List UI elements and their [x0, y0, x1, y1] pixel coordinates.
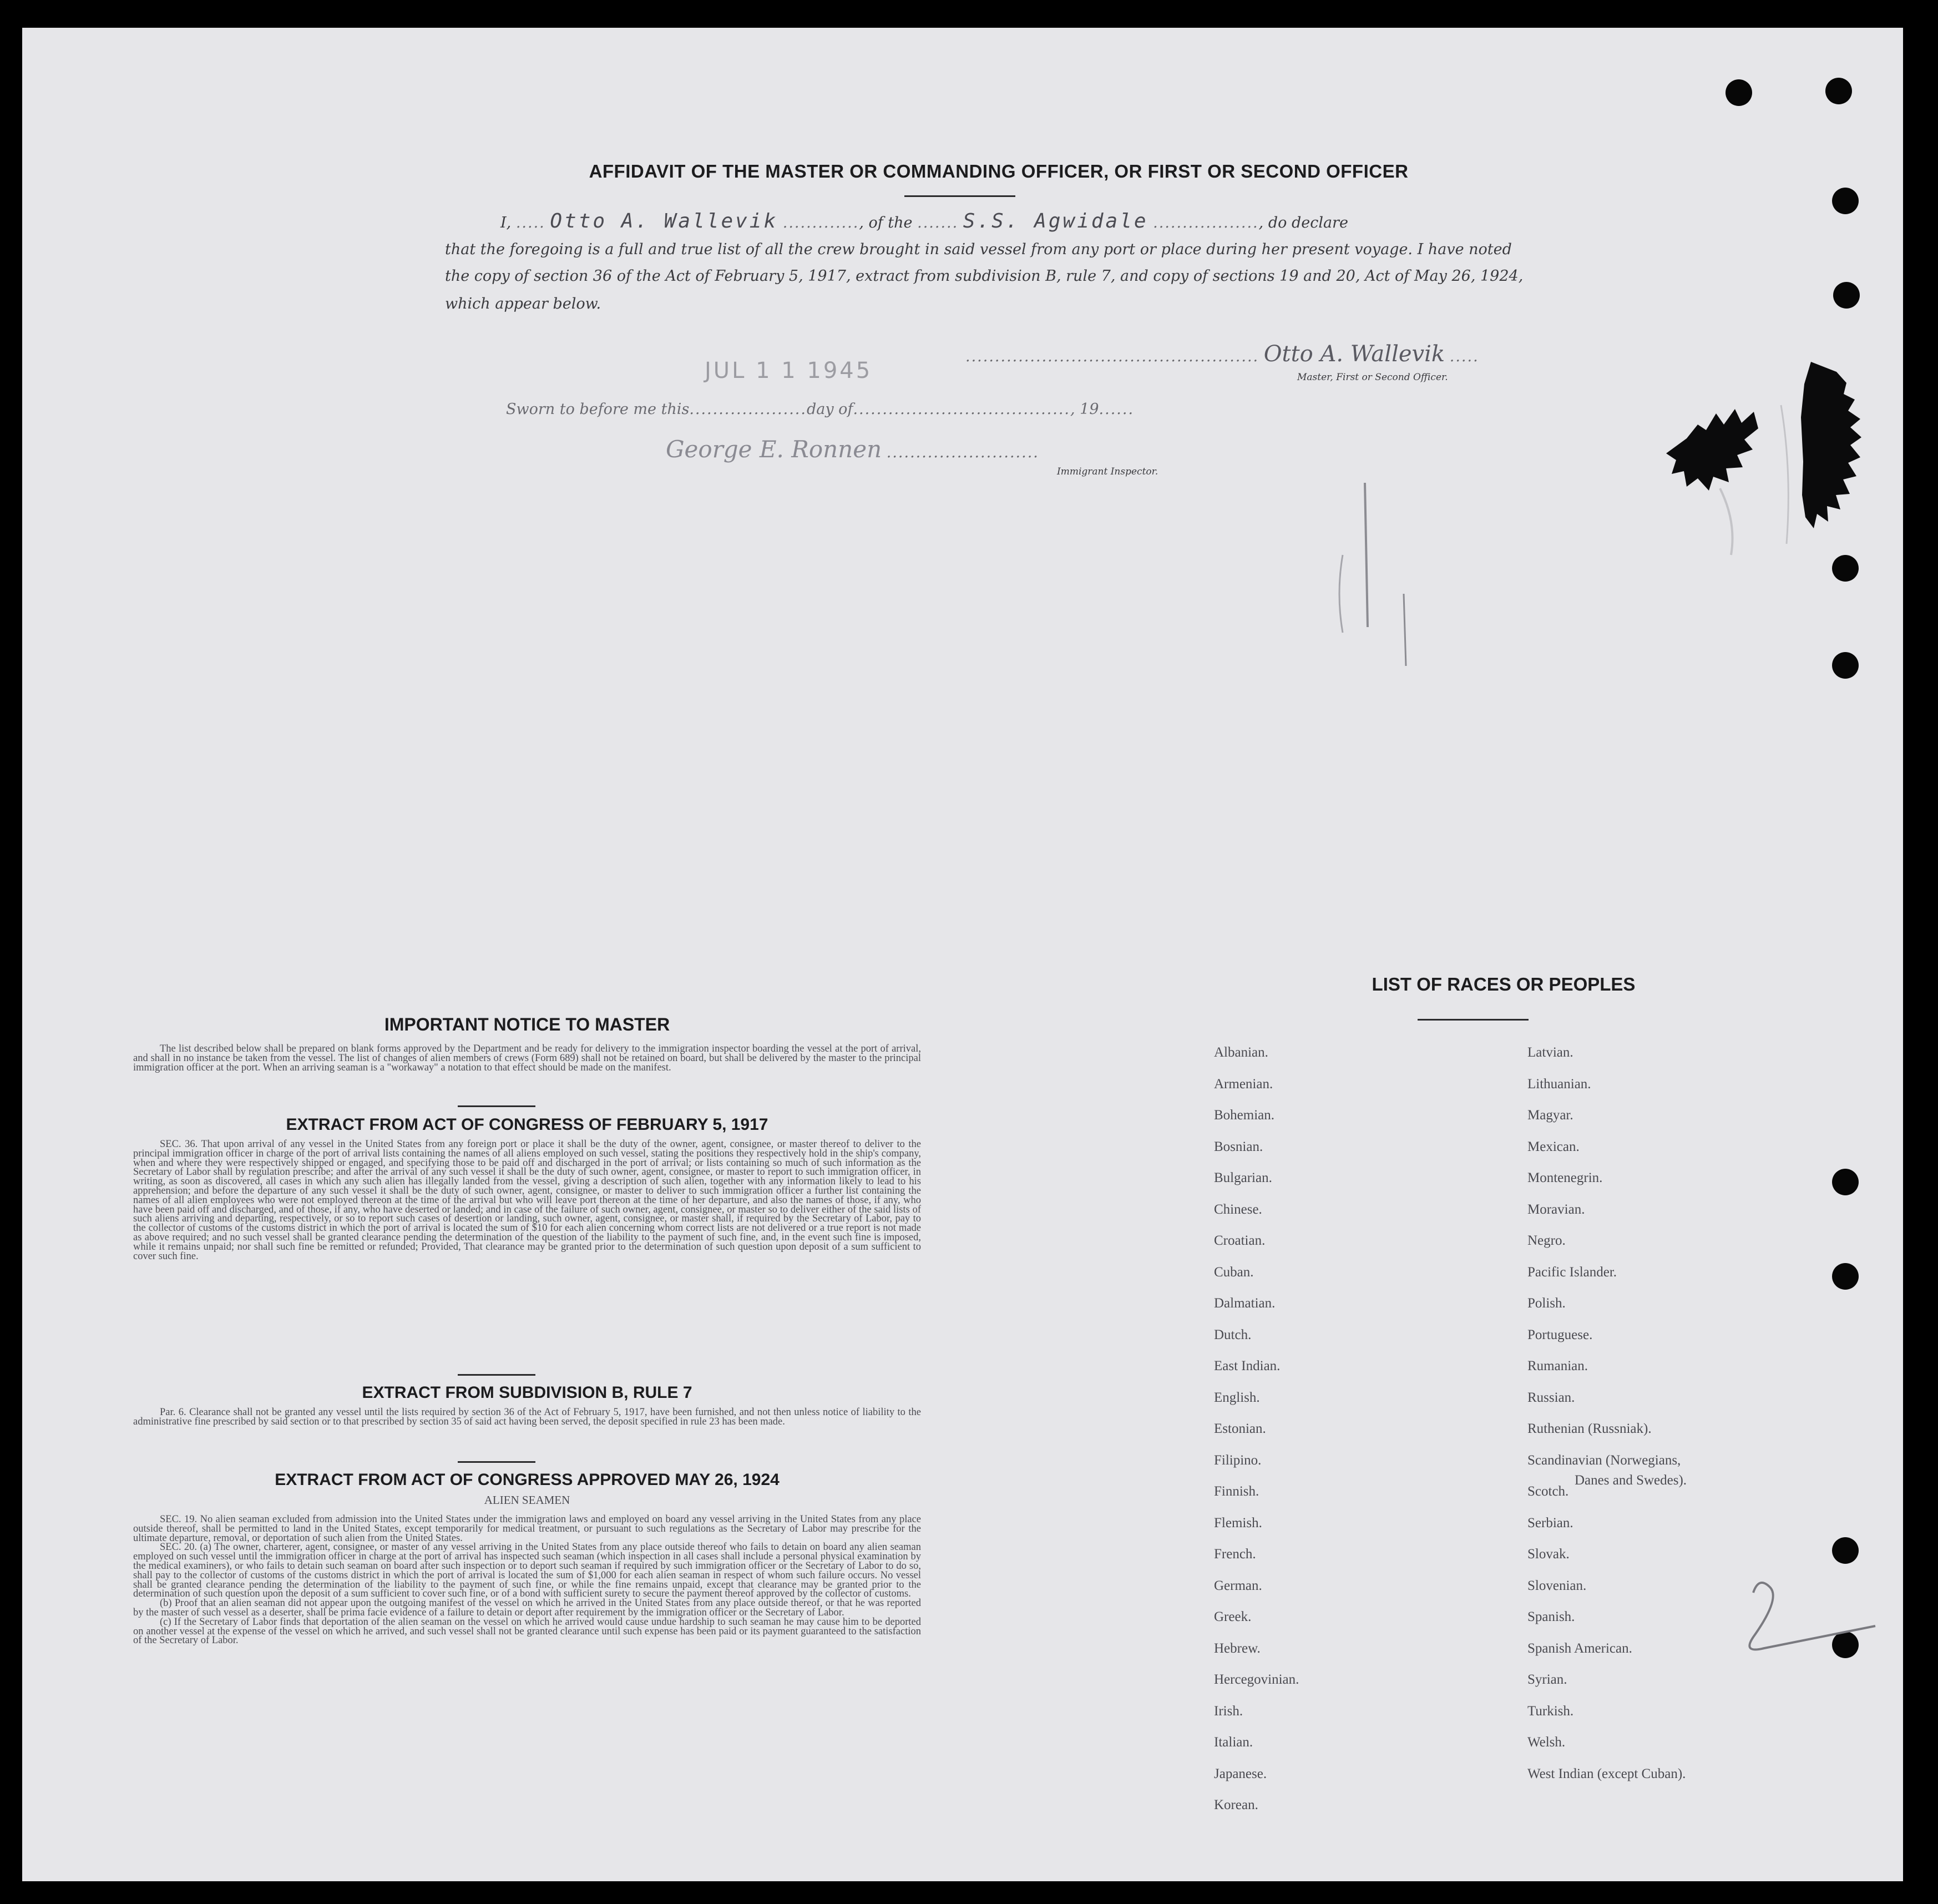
extract-1917-title: EXTRACT FROM ACT OF CONGRESS OF FEBRUARY 5, 1917 [286, 1115, 768, 1134]
race-item: Russian. [1527, 1390, 1575, 1405]
dotted-leader: .......................... [886, 444, 1039, 461]
race-item: Slovenian. [1527, 1578, 1587, 1593]
race-item: Spanish. [1527, 1609, 1575, 1624]
race-item: Bohemian. [1214, 1108, 1275, 1123]
race-item: Spanish American. [1527, 1640, 1632, 1656]
dotted-leader: .................................................. [965, 348, 1259, 365]
divider [458, 1105, 535, 1107]
dotted-leader: ..................................... [853, 401, 1070, 418]
race-item: Montenegrin. [1527, 1170, 1603, 1185]
extract-1917-paragraph: SEC. 36. That upon arrival of any vessel in the United States from any foreign port or place it shall be the duty of the owner, agent, consignee, or master thereof to deliver to the principal immigration officer in charge of the port of arrival lists containing the names of all aliens employed on such vessel, stating the positions they respectively hold in the ship's company, when and where they were respectively shipped or engaged, and specifying those to be paid off and discharged in the port of arrival; or lists containing so much of such information as the Secretary of Labor shall by regulation prescribe; and after the arrival of any such vessel it shall be the duty of such owner, agent, consignee, or master to report to such immigration officer, in writing, as soon as discovered, all cases in which any such alien has illegally landed from the vessel, giving a description of such alien, together with any information likely to lead to his apprehension; and before the departure of any such vessel it shall be the duty of such owner, agent, consignee, or master to deliver to such immigration officer a further list containing the names of all alien employees who were not employed thereon at the time of the arrival but who will leave port thereon at the time of her departure, and also the names of those, if any, who have been paid off and discharged, and of those, if any, who have deserted or landed; and in case of the failure of such owner, agent, consignee, or master so to deliver either of the said lists of such aliens arriving and departing, respectively, or so to report such cases of desertion or landing, such owner, agent, consignee, or master shall, if required by the Secretary of Labor, pay to the collector of customs of the customs district in which the port of arrival is located the sum of $10 for each alien concerning whom correct lists are not delivered or a true report is not made as above required; and no such vessel shall be granted clearance pending the determination of the question of the liability to the payment of such fine, and, in the event such fine is imposed, while it remains unpaid; nor shall such fine be remitted or refunded; Provided, That clearance may be granted prior to the determination of such question upon deposit of a sum sufficient to cover such fine. [133, 1139, 921, 1262]
extract-1924-title: EXTRACT FROM ACT OF CONGRESS APPROVED MAY 26, 1924 [275, 1471, 780, 1489]
race-item: Slovak. [1527, 1547, 1570, 1562]
affidavit-title: AFFIDAVIT OF THE MASTER OR COMMANDING OFFICER, OR FIRST OR SECOND OFFICER [589, 161, 1409, 181]
seal-mark-icon [1653, 361, 1875, 594]
dotted-leader: .................... [689, 401, 807, 418]
inspector-signature-line [666, 436, 1039, 463]
race-item: Cuban. [1214, 1264, 1254, 1280]
inspector-label: Immigrant Inspector. [1057, 466, 1158, 477]
race-item: Scandinavian (Norwegians, [1527, 1452, 1681, 1468]
race-item: Magyar. [1527, 1108, 1573, 1123]
race-item: French. [1214, 1547, 1256, 1562]
race-item: Moravian. [1527, 1201, 1585, 1217]
race-item: Hercegovinian. [1214, 1672, 1299, 1687]
affidavit-line-4: which appear below. [445, 295, 601, 312]
race-item: Japanese. [1214, 1766, 1267, 1781]
section-20b-paragraph: (b) Proof that an alien seaman did not appear upon the outgoing manifest of the vessel on which he arrived in the United States from any place outside thereof, or that he was reported by the master of such vessel as a deserter, shall be prima facie evidence of a failure to detain or deport after requirement by the immigration officer or the Secretary of Labor. [133, 1598, 921, 1618]
race-item: West Indian (except Cuban). [1527, 1766, 1686, 1781]
race-item: Korean. [1214, 1797, 1258, 1812]
race-item: Dalmatian. [1214, 1296, 1276, 1311]
divider [1418, 1019, 1529, 1021]
race-item: Albanian. [1214, 1045, 1268, 1060]
race-item: Negro. [1527, 1233, 1566, 1248]
section-20a-paragraph: SEC. 20. (a) The owner, charterer, agent, consignee, or master of any vessel arriving in the United States from any place outside thereof who fails to detain on board any alien seaman employed on such vessel until the immigration officer in charge at the port of arrival has inspected such seaman (which inspection in all cases shall include a personal physical examination by the medical examiners), or who fails to detain such seaman on board after such inspection or to deport such seaman if required by such immigration officer or the Secretary of Labor to do so, shall pay to the collector of customs of the customs district in which the port of arrival is located the sum of $1,000 for each alien seaman in respect of whom such failure occurs. No vessel shall be granted clearance pending the determination of the liability to the payment of such fine, or while the fine remains unpaid, except that clearance may be granted prior to the determination of such question upon the deposit of a sum sufficient to cover such fine, or of a bond with sufficient surety to secure the payment thereof approved by the collector of customs. [133, 1542, 921, 1600]
document-page [22, 28, 1903, 1881]
race-item: East Indian. [1214, 1358, 1281, 1373]
race-item: Bulgarian. [1214, 1170, 1272, 1185]
notice-paragraph: The list described below shall be prepared on blank forms approved by the Department and be ready for delivery to the immigration inspector boarding the vessel at the port of arrival, and shall in no instance be taken from the vessel. The list of changes of alien members of crews (Form 689) shall not be retained on board, but shall be delivered by the master to the principal immigration officer at the port. When an arriving seaman is a "workaway" a notation to that effect should be made on the manifest. [133, 1043, 921, 1073]
race-item: Armenian. [1214, 1076, 1273, 1092]
extract-1924-subtitle: ALIEN SEAMEN [484, 1493, 570, 1507]
race-item: Finnish. [1214, 1484, 1259, 1499]
race-item: Polish. [1527, 1296, 1566, 1311]
punch-hole [1832, 652, 1859, 679]
section-19-paragraph: SEC. 19. No alien seaman excluded from admission into the United States under the immigration laws and employed on board any vessel arriving in the United States from any place outside thereof, shall be permitted to land in the United States, except temporarily for medical treatment, or pursuant to such regulations as the Secretary of Labor may prescribe for the ultimate departure, removal, or deportation of such alien from the United States. [133, 1514, 921, 1544]
race-item: Flemish. [1214, 1515, 1262, 1531]
race-item: Irish. [1214, 1703, 1243, 1719]
race-item: Croatian. [1214, 1233, 1266, 1248]
race-item: Serbian. [1527, 1515, 1573, 1531]
affidavit-line-2: that the foregoing is a full and true list of all the crew brought in said vessel from any port or place during her present voyage. I have noted [445, 241, 1512, 258]
race-item: Latvian. [1527, 1045, 1573, 1060]
races-title: LIST OF RACES OR PEOPLES [1372, 974, 1636, 994]
affidavit-line-3: the copy of section 36 of the Act of February 5, 1917, extract from subdivision B, rule 7, and copy of sections 19 and 20, Act of May 26, 1924, [445, 267, 1524, 285]
race-item: Scotch. [1527, 1484, 1569, 1499]
sworn-label: Sworn to before me this [506, 401, 690, 418]
divider [458, 1461, 535, 1463]
master-signature: Otto A. Wallevik [1263, 341, 1445, 367]
race-item: Greek. [1214, 1609, 1252, 1624]
affidavit-line-1 [500, 210, 1348, 233]
race-item: Welsh. [1527, 1735, 1566, 1750]
master-name-handwritten: Otto A. Wallevik [550, 210, 778, 233]
punch-hole [1726, 79, 1752, 106]
pencil-mark-icon [1332, 483, 1420, 771]
dotted-leader: .................. [1153, 214, 1259, 231]
dotted-leader: ...... [1099, 401, 1135, 418]
race-item: Portuguese. [1527, 1327, 1593, 1342]
race-item: English. [1214, 1390, 1260, 1405]
extract-rule7-paragraph: Par. 6. Clearance shall not be granted any vessel until the lists required by section 36 of the Act of February 5, 1917, have been furnished, and not then unless notice of liability to the administrative fine prescribed by said section or to that prescribed by section 35 of said act having been served, the deposit specified in rule 23 has been made. [133, 1407, 921, 1427]
notice-title: IMPORTANT NOTICE TO MASTER [384, 1014, 670, 1034]
extract-rule7-title: EXTRACT FROM SUBDIVISION B, RULE 7 [362, 1383, 692, 1402]
race-item: Chinese. [1214, 1201, 1262, 1217]
dotted-leader: ....... [917, 214, 959, 231]
punch-hole [1825, 78, 1852, 104]
dotted-leader: ..... [1449, 348, 1479, 365]
vessel-name-handwritten: S.S. Agwidale [963, 210, 1148, 233]
affidavit-of-label: , of the [859, 214, 913, 231]
extract-1917-text [133, 1140, 921, 1261]
affidavit-declare-label: , do declare [1258, 214, 1348, 231]
race-item: Bosnian. [1214, 1139, 1263, 1154]
notice-text [133, 1044, 921, 1072]
race-item: Rumanian. [1527, 1358, 1588, 1373]
race-item: Mexican. [1527, 1139, 1580, 1154]
master-signature-line [965, 341, 1479, 367]
sworn-line [506, 401, 1134, 418]
race-item: Estonian. [1214, 1421, 1266, 1436]
punch-hole [1832, 1169, 1859, 1195]
pencil-mark-icon [1709, 1570, 1886, 1654]
race-item: German. [1214, 1578, 1262, 1593]
inspector-signature: George E. Ronnen [666, 436, 882, 463]
race-item: Dutch. [1214, 1327, 1252, 1342]
punch-hole [1832, 1263, 1859, 1290]
dotted-leader: ..... [515, 214, 545, 231]
race-item: Italian. [1214, 1735, 1253, 1750]
day-of-label: day of [806, 401, 853, 418]
extract-rule7-text [133, 1408, 921, 1427]
race-item: Syrian. [1527, 1672, 1567, 1687]
race-item: Lithuanian. [1527, 1076, 1591, 1092]
divider [458, 1374, 535, 1376]
year-label: , 19 [1070, 401, 1099, 418]
race-item: Hebrew. [1214, 1640, 1261, 1656]
race-item: Danes and Swedes). [1575, 1472, 1687, 1488]
race-item: Ruthenian (Russniak). [1527, 1421, 1652, 1436]
master-label: Master, First or Second Officer. [1297, 372, 1448, 383]
punch-hole [1832, 188, 1859, 214]
race-item: Turkish. [1527, 1703, 1574, 1719]
race-item: Filipino. [1214, 1452, 1262, 1468]
extract-1924-text [133, 1515, 921, 1645]
divider [904, 195, 1015, 197]
date-stamp: JUL 1 1 1945 [705, 358, 873, 383]
section-20c-paragraph: (c) If the Secretary of Labor finds that deportation of the alien seaman on the vessel on which he arrived would cause undue hardship to such seaman he may cause him to be deported on another vessel at the expense of the vessel on which he arrived, and such vessel shall not be granted clearance until such expense has been paid or its payment guaranteed to the satisfaction of the Secretary of Labor. [133, 1616, 921, 1647]
dotted-leader: ............. [782, 214, 859, 231]
affidavit-i-label: I, [500, 214, 512, 231]
race-item: Pacific Islander. [1527, 1264, 1617, 1280]
punch-hole [1832, 1537, 1859, 1564]
punch-hole [1833, 282, 1860, 309]
